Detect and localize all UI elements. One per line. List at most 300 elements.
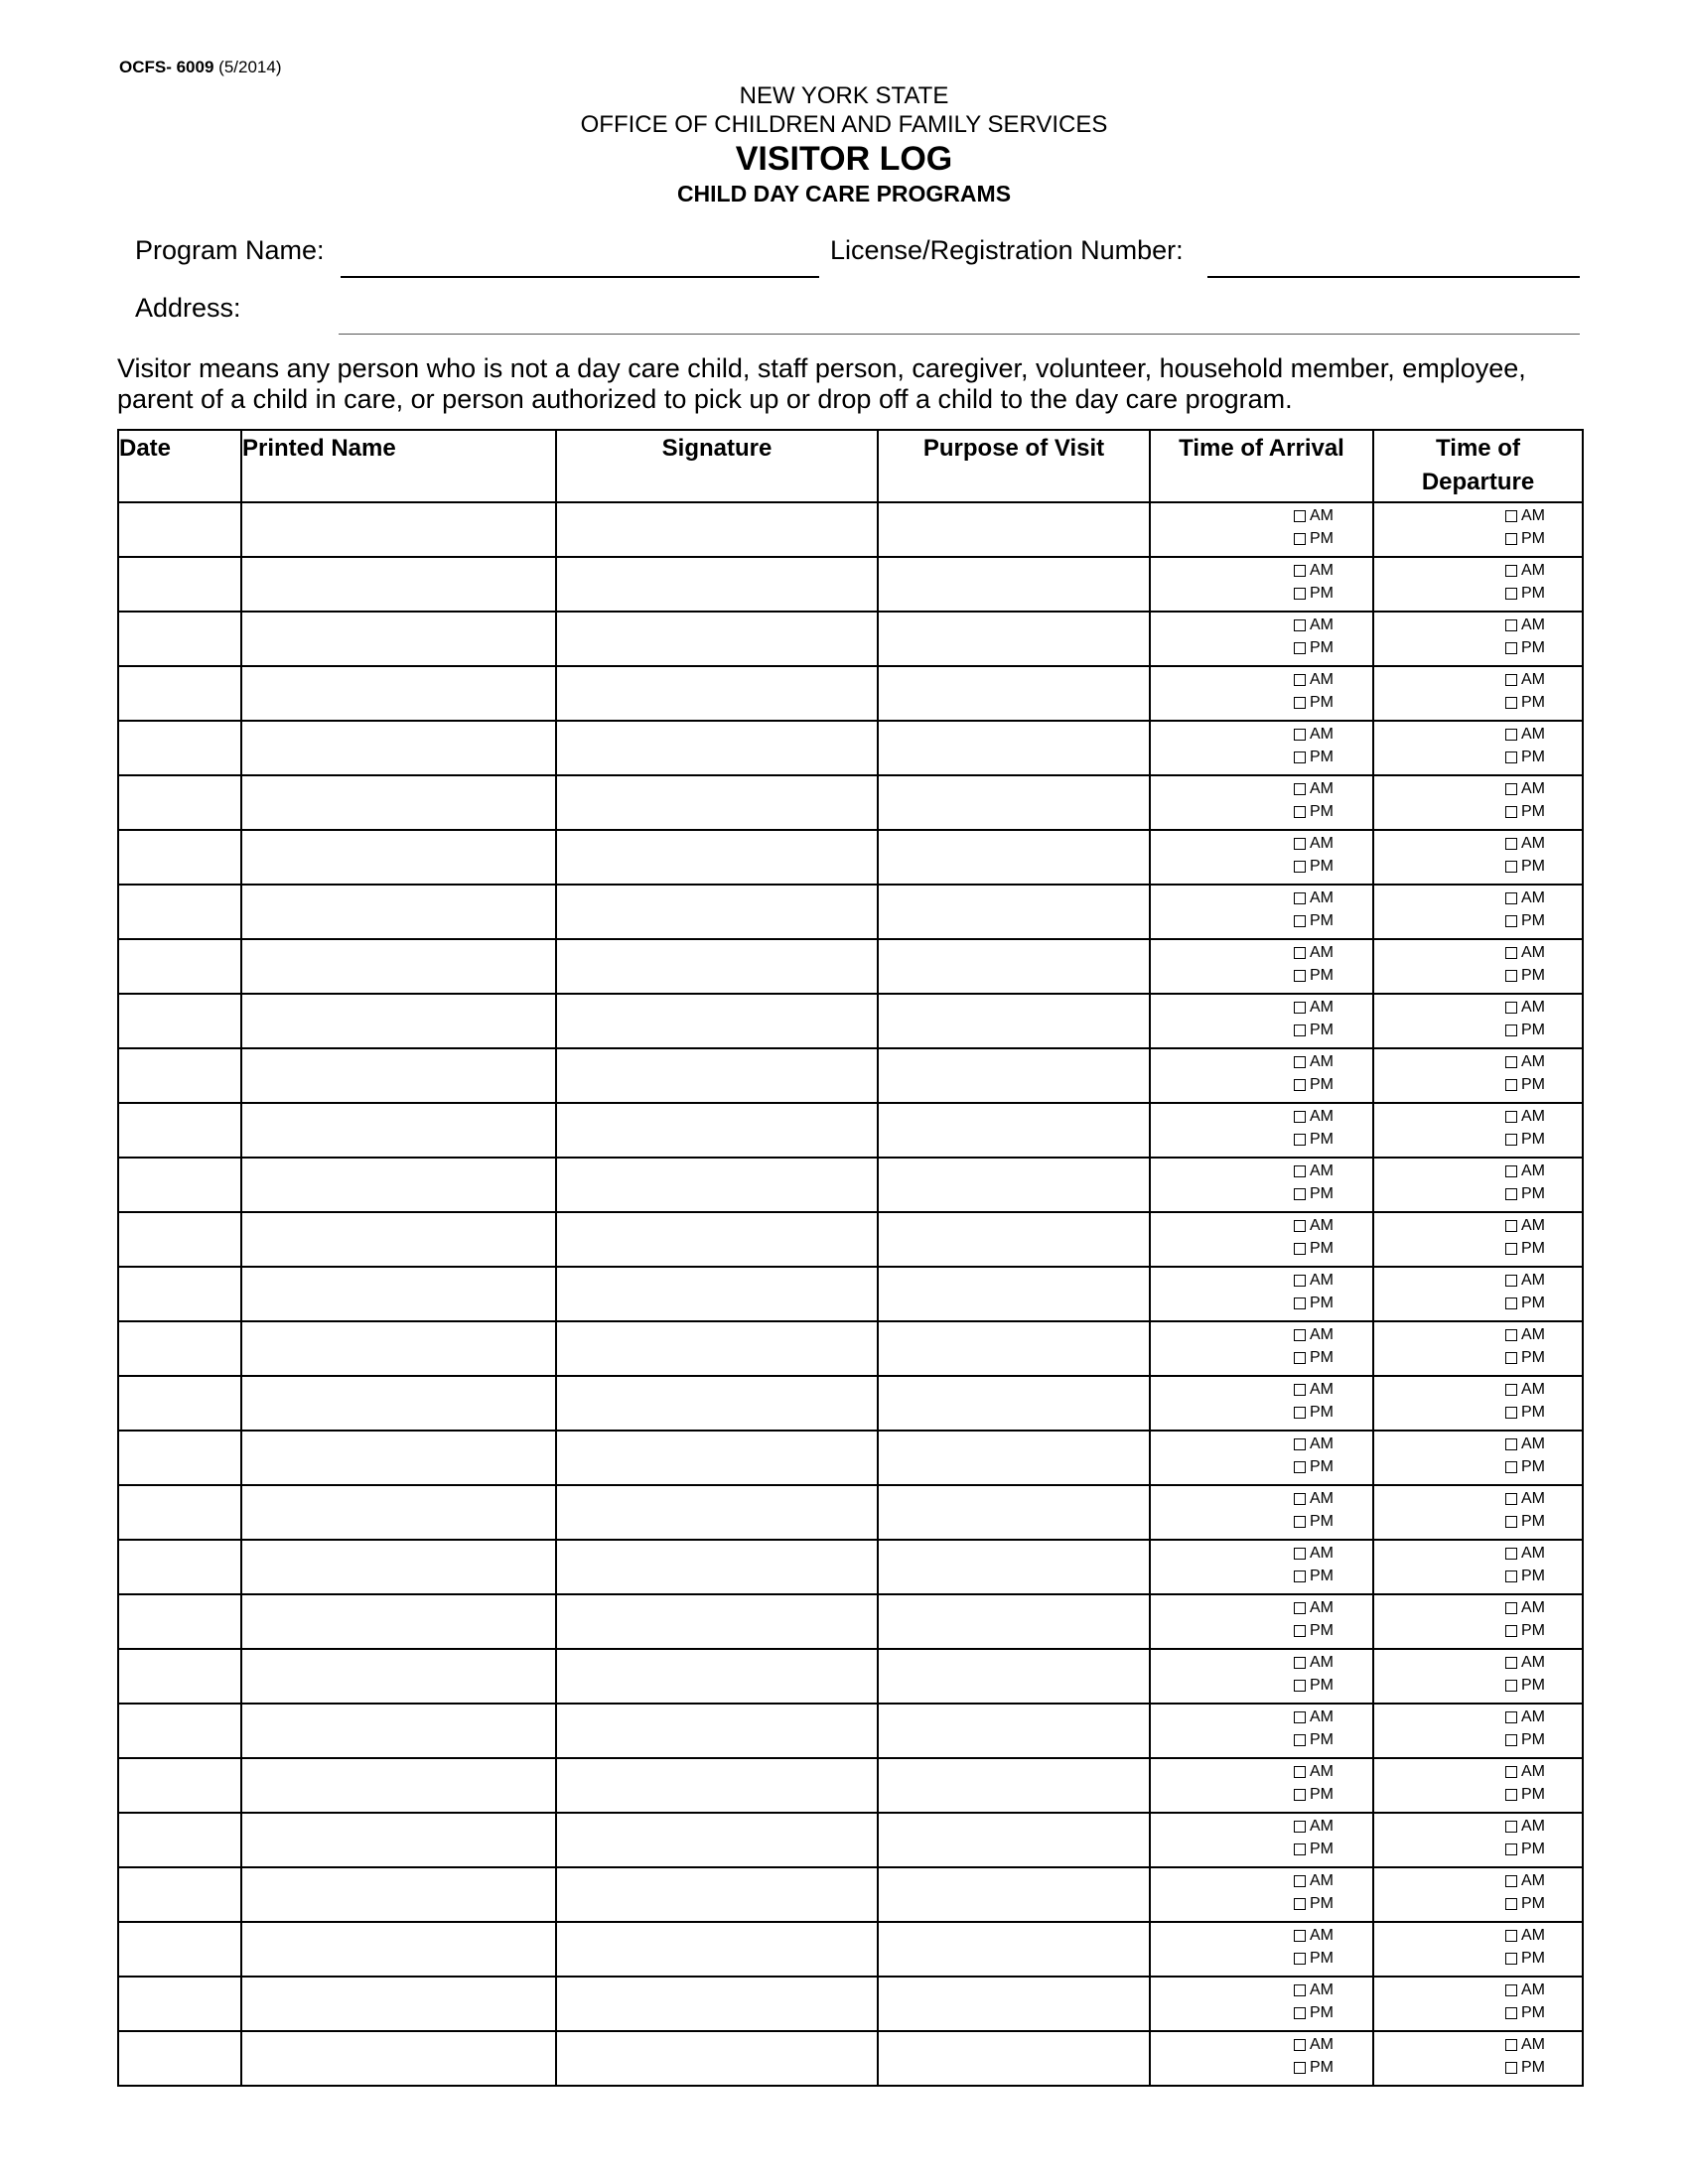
purpose-cell[interactable] [878,612,1150,666]
date-cell[interactable] [118,1103,241,1158]
printed-name-cell[interactable] [241,1376,556,1431]
departure-time-cell[interactable] [1373,1431,1583,1485]
arr-pm-checkbox[interactable] [1294,1953,1306,1965]
date-cell[interactable] [118,1048,241,1103]
arr-am-checkbox[interactable] [1294,892,1306,904]
dep-am-checkbox[interactable] [1505,565,1517,577]
departure-time-cell[interactable] [1373,612,1583,666]
dep-am-checkbox[interactable] [1505,1930,1517,1942]
arr-pm-option [1294,746,1355,768]
arr-pm-checkbox[interactable] [1294,915,1306,927]
signature-cell[interactable] [556,1431,878,1485]
arrival-time-cell[interactable] [1150,2031,1373,2086]
purpose-cell[interactable] [878,1267,1150,1321]
dep-pm-checkbox[interactable] [1505,2062,1517,2074]
departure-time-cell[interactable] [1373,1704,1583,1758]
departure-time-cell[interactable] [1373,666,1583,721]
departure-time-cell[interactable] [1373,1267,1583,1321]
arrival-time-cell[interactable] [1150,721,1373,775]
arr-am-checkbox[interactable] [1294,2039,1306,2051]
departure-time-cell[interactable] [1373,1540,1583,1594]
arr-am-checkbox[interactable] [1294,1165,1306,1177]
purpose-cell[interactable] [878,1594,1150,1649]
departure-time-cell[interactable] [1373,830,1583,885]
dep-pm-checkbox[interactable] [1505,1680,1517,1692]
date-cell[interactable] [118,1431,241,1485]
date-cell[interactable] [118,1649,241,1704]
departure-time-cell[interactable] [1373,1977,1583,2031]
date-cell[interactable] [118,612,241,666]
dep-pm-checkbox[interactable] [1505,1407,1517,1419]
arr-pm-checkbox[interactable] [1294,2062,1306,2074]
dep-am-checkbox[interactable] [1505,1056,1517,1068]
departure-time-cell[interactable] [1373,1649,1583,1704]
dep-pm-checkbox[interactable] [1505,1188,1517,1200]
dep-am-checkbox[interactable] [1505,1165,1517,1177]
departure-time-cell[interactable] [1373,1867,1583,1922]
date-cell[interactable] [118,1758,241,1813]
license-number-field[interactable] [1207,276,1580,278]
date-cell[interactable] [118,1977,241,2031]
printed-name-cell[interactable] [241,557,556,612]
departure-time-cell[interactable] [1373,939,1583,994]
purpose-cell[interactable] [878,1103,1150,1158]
departure-time-cell[interactable] [1373,1321,1583,1376]
arrival-time-cell[interactable] [1150,1212,1373,1267]
arr-pm-checkbox[interactable] [1294,1297,1306,1309]
purpose-cell[interactable] [878,2031,1150,2086]
arr-am-checkbox[interactable] [1294,674,1306,686]
signature-cell[interactable] [556,1103,878,1158]
arr-pm-checkbox[interactable] [1294,1243,1306,1255]
table-row [118,939,1583,994]
dep-am-label: AM [1521,1162,1545,1179]
dep-pm-checkbox[interactable] [1505,751,1517,763]
dep-am-checkbox[interactable] [1505,1384,1517,1396]
dep-pm-checkbox[interactable] [1505,1570,1517,1582]
dep-pm-checkbox[interactable] [1505,1297,1517,1309]
signature-cell[interactable] [556,1212,878,1267]
departure-time-cell[interactable] [1373,1158,1583,1212]
arr-am-checkbox[interactable] [1294,1766,1306,1778]
date-cell[interactable] [118,1212,241,1267]
dep-pm-checkbox[interactable] [1505,1625,1517,1637]
date-cell[interactable] [118,1321,241,1376]
arrival-time-cell[interactable] [1150,1321,1373,1376]
purpose-cell[interactable] [878,830,1150,885]
dep-am-checkbox[interactable] [1505,2039,1517,2051]
signature-cell[interactable] [556,1977,878,2031]
dep-am-checkbox[interactable] [1505,1111,1517,1123]
arr-am-checkbox[interactable] [1294,1711,1306,1723]
purpose-cell[interactable] [878,1649,1150,1704]
arr-pm-checkbox[interactable] [1294,1134,1306,1146]
dep-am-checkbox[interactable] [1505,1548,1517,1560]
printed-name-cell[interactable] [241,885,556,939]
arr-pm-label: PM [1310,1185,1334,1202]
printed-name-cell[interactable] [241,1977,556,2031]
dep-pm-option [1505,2001,1567,2024]
departure-time-cell[interactable] [1373,1048,1583,1103]
arrival-time-cell[interactable] [1150,1048,1373,1103]
purpose-cell[interactable] [878,994,1150,1048]
arrival-time-cell[interactable] [1150,1376,1373,1431]
dep-am-checkbox[interactable] [1505,1984,1517,1996]
date-cell[interactable] [118,775,241,830]
signature-cell[interactable] [556,1376,878,1431]
purpose-cell[interactable] [878,666,1150,721]
printed-name-cell[interactable] [241,502,556,557]
arr-am-checkbox[interactable] [1294,838,1306,850]
date-cell[interactable] [118,721,241,775]
signature-cell[interactable] [556,1813,878,1867]
departure-time-cell[interactable] [1373,994,1583,1048]
date-cell[interactable] [118,939,241,994]
printed-name-cell[interactable] [241,1212,556,1267]
dep-am-checkbox[interactable] [1505,1438,1517,1450]
dep-am-checkbox[interactable] [1505,1002,1517,1014]
printed-name-cell[interactable] [241,1594,556,1649]
purpose-cell[interactable] [878,1867,1150,1922]
arr-am-checkbox[interactable] [1294,619,1306,631]
arrival-time-cell[interactable] [1150,1540,1373,1594]
departure-time-cell[interactable] [1373,1376,1583,1431]
signature-cell[interactable] [556,1649,878,1704]
date-cell[interactable] [118,1594,241,1649]
signature-cell[interactable] [556,721,878,775]
arrival-time-cell[interactable] [1150,557,1373,612]
purpose-cell[interactable] [878,1376,1150,1431]
dep-pm-checkbox[interactable] [1505,1024,1517,1036]
arr-am-checkbox[interactable] [1294,565,1306,577]
printed-name-cell[interactable] [241,994,556,1048]
arrival-time-cell[interactable] [1150,666,1373,721]
arr-pm-checkbox[interactable] [1294,1625,1306,1637]
dep-am-checkbox[interactable] [1505,729,1517,741]
date-cell[interactable] [118,885,241,939]
arrival-time-cell[interactable] [1150,1867,1373,1922]
arr-pm-checkbox[interactable] [1294,1079,1306,1091]
arrival-time-cell[interactable] [1150,1758,1373,1813]
dep-am-checkbox[interactable] [1505,1602,1517,1614]
arr-pm-checkbox[interactable] [1294,1024,1306,1036]
arrival-time-cell[interactable] [1150,1922,1373,1977]
printed-name-cell[interactable] [241,1158,556,1212]
arr-pm-checkbox[interactable] [1294,1734,1306,1746]
date-cell[interactable] [118,994,241,1048]
arr-pm-checkbox[interactable] [1294,1407,1306,1419]
printed-name-cell[interactable] [241,775,556,830]
arrival-time-cell[interactable] [1150,1431,1373,1485]
departure-time-cell[interactable] [1373,2031,1583,2086]
signature-cell[interactable] [556,1048,878,1103]
dep-pm-checkbox[interactable] [1505,2007,1517,2019]
arr-am-checkbox[interactable] [1294,1930,1306,1942]
dep-am-checkbox[interactable] [1505,1766,1517,1778]
departure-time-cell[interactable] [1373,557,1583,612]
dep-am-checkbox[interactable] [1505,947,1517,959]
dep-pm-checkbox[interactable] [1505,1734,1517,1746]
arr-pm-checkbox[interactable] [1294,1843,1306,1855]
printed-name-cell[interactable] [241,612,556,666]
dep-pm-checkbox[interactable] [1505,1079,1517,1091]
arrival-time-cell[interactable] [1150,502,1373,557]
dep-pm-checkbox[interactable] [1505,697,1517,709]
purpose-cell[interactable] [878,885,1150,939]
printed-name-cell[interactable] [241,1867,556,1922]
date-cell[interactable] [118,1267,241,1321]
date-cell[interactable] [118,557,241,612]
signature-cell[interactable] [556,1867,878,1922]
arr-am-checkbox[interactable] [1294,1821,1306,1833]
arr-am-checkbox[interactable] [1294,1111,1306,1123]
purpose-cell[interactable] [878,939,1150,994]
arrival-time-cell[interactable] [1150,1485,1373,1540]
arr-pm-checkbox[interactable] [1294,806,1306,818]
dep-pm-checkbox[interactable] [1505,1461,1517,1473]
signature-cell[interactable] [556,1267,878,1321]
table-row [118,1431,1583,1485]
departure-time-cell[interactable] [1373,1813,1583,1867]
arrival-time-cell[interactable] [1150,830,1373,885]
arr-pm-checkbox[interactable] [1294,970,1306,982]
printed-name-cell[interactable] [241,1485,556,1540]
dep-pm-checkbox[interactable] [1505,1898,1517,1910]
signature-cell[interactable] [556,2031,878,2086]
dep-am-checkbox[interactable] [1505,838,1517,850]
arr-am-checkbox[interactable] [1294,510,1306,522]
printed-name-cell[interactable] [241,1431,556,1485]
arr-pm-checkbox[interactable] [1294,642,1306,654]
arr-pm-checkbox[interactable] [1294,1680,1306,1692]
signature-cell[interactable] [556,1540,878,1594]
departure-time-cell[interactable] [1373,1103,1583,1158]
arr-am-checkbox[interactable] [1294,1220,1306,1232]
date-cell[interactable] [118,1813,241,1867]
date-cell[interactable] [118,830,241,885]
arr-am-checkbox[interactable] [1294,947,1306,959]
arr-am-checkbox[interactable] [1294,1329,1306,1341]
address-field[interactable] [339,334,1580,335]
dep-am-checkbox[interactable] [1505,619,1517,631]
departure-time-cell[interactable] [1373,885,1583,939]
printed-name-cell[interactable] [241,666,556,721]
purpose-cell[interactable] [878,1212,1150,1267]
dep-am-checkbox[interactable] [1505,1220,1517,1232]
signature-cell[interactable] [556,994,878,1048]
arrival-time-cell[interactable] [1150,1704,1373,1758]
date-cell[interactable] [118,666,241,721]
date-cell[interactable] [118,502,241,557]
program-name-field[interactable] [341,276,819,278]
dep-am-checkbox[interactable] [1505,1821,1517,1833]
purpose-cell[interactable] [878,557,1150,612]
printed-name-cell[interactable] [241,1813,556,1867]
dep-pm-checkbox[interactable] [1505,533,1517,545]
signature-cell[interactable] [556,1321,878,1376]
arrival-time-cell[interactable] [1150,612,1373,666]
printed-name-cell[interactable] [241,830,556,885]
printed-name-cell[interactable] [241,2031,556,2086]
purpose-cell[interactable] [878,1321,1150,1376]
dep-pm-checkbox[interactable] [1505,1789,1517,1801]
dep-am-checkbox[interactable] [1505,1275,1517,1287]
date-cell[interactable] [118,1922,241,1977]
arrival-time-cell[interactable] [1150,885,1373,939]
arr-pm-checkbox[interactable] [1294,533,1306,545]
date-cell[interactable] [118,1704,241,1758]
arr-am-checkbox[interactable] [1294,1875,1306,1887]
arr-am-checkbox[interactable] [1294,1384,1306,1396]
printed-name-cell[interactable] [241,721,556,775]
arr-pm-option [1294,1346,1355,1369]
purpose-cell[interactable] [878,502,1150,557]
arr-am-checkbox[interactable] [1294,1493,1306,1505]
arrival-time-cell[interactable] [1150,1267,1373,1321]
arr-am-checkbox[interactable] [1294,783,1306,795]
signature-cell[interactable] [556,502,878,557]
arrival-time-cell[interactable] [1150,1977,1373,2031]
dep-pm-checkbox[interactable] [1505,861,1517,873]
arr-pm-checkbox[interactable] [1294,697,1306,709]
purpose-cell[interactable] [878,1922,1150,1977]
purpose-cell[interactable] [878,721,1150,775]
purpose-cell[interactable] [878,1977,1150,2031]
signature-cell[interactable] [556,885,878,939]
signature-cell[interactable] [556,830,878,885]
departure-time-cell[interactable] [1373,1594,1583,1649]
purpose-cell[interactable] [878,1540,1150,1594]
signature-cell[interactable] [556,1704,878,1758]
printed-name-cell[interactable] [241,1321,556,1376]
arr-pm-checkbox[interactable] [1294,1789,1306,1801]
dep-am-checkbox[interactable] [1505,510,1517,522]
arr-am-checkbox[interactable] [1294,1602,1306,1614]
date-cell[interactable] [118,1158,241,1212]
dep-pm-checkbox[interactable] [1505,915,1517,927]
purpose-cell[interactable] [878,1048,1150,1103]
signature-cell[interactable] [556,1758,878,1813]
date-cell[interactable] [118,1485,241,1540]
dep-am-checkbox[interactable] [1505,1711,1517,1723]
dep-pm-checkbox[interactable] [1505,1843,1517,1855]
signature-cell[interactable] [556,1594,878,1649]
dep-am-checkbox[interactable] [1505,1493,1517,1505]
printed-name-cell[interactable] [241,1103,556,1158]
arrival-time-cell[interactable] [1150,1649,1373,1704]
printed-name-cell[interactable] [241,1649,556,1704]
purpose-cell[interactable] [878,1758,1150,1813]
dep-pm-checkbox[interactable] [1505,1243,1517,1255]
date-cell[interactable] [118,1376,241,1431]
departure-time-cell[interactable] [1373,1922,1583,1977]
arr-am-checkbox[interactable] [1294,1002,1306,1014]
arr-pm-checkbox[interactable] [1294,861,1306,873]
signature-cell[interactable] [556,666,878,721]
arr-pm-checkbox[interactable] [1294,1352,1306,1364]
purpose-cell[interactable] [878,775,1150,830]
dep-pm-checkbox[interactable] [1505,642,1517,654]
arr-am-checkbox[interactable] [1294,1548,1306,1560]
dep-pm-checkbox[interactable] [1505,1352,1517,1364]
dep-am-checkbox[interactable] [1505,1875,1517,1887]
departure-time-cell[interactable] [1373,502,1583,557]
dep-pm-checkbox[interactable] [1505,1953,1517,1965]
arrival-time-cell[interactable] [1150,994,1373,1048]
arrival-time-cell[interactable] [1150,1813,1373,1867]
signature-cell[interactable] [556,1485,878,1540]
arrival-time-cell[interactable] [1150,775,1373,830]
dep-pm-checkbox[interactable] [1505,1134,1517,1146]
dep-pm-checkbox[interactable] [1505,806,1517,818]
purpose-cell[interactable] [878,1158,1150,1212]
printed-name-cell[interactable] [241,1267,556,1321]
printed-name-cell[interactable] [241,1704,556,1758]
signature-cell[interactable] [556,1158,878,1212]
departure-time-cell[interactable] [1373,721,1583,775]
signature-cell[interactable] [556,612,878,666]
signature-cell[interactable] [556,775,878,830]
dep-am-checkbox[interactable] [1505,1657,1517,1669]
departure-time-cell[interactable] [1373,1212,1583,1267]
arr-am-checkbox[interactable] [1294,1056,1306,1068]
arr-am-checkbox[interactable] [1294,729,1306,741]
arr-pm-checkbox[interactable] [1294,1461,1306,1473]
dep-pm-checkbox[interactable] [1505,1516,1517,1528]
signature-cell[interactable] [556,557,878,612]
purpose-cell[interactable] [878,1704,1150,1758]
printed-name-cell[interactable] [241,1922,556,1977]
dep-am-checkbox[interactable] [1505,674,1517,686]
printed-name-cell[interactable] [241,1540,556,1594]
date-cell[interactable] [118,1540,241,1594]
departure-time-cell[interactable] [1373,1485,1583,1540]
arr-am-checkbox[interactable] [1294,1984,1306,1996]
arrival-time-cell[interactable] [1150,1594,1373,1649]
arr-pm-checkbox[interactable] [1294,1516,1306,1528]
arr-pm-checkbox[interactable] [1294,1898,1306,1910]
arr-am-checkbox[interactable] [1294,1657,1306,1669]
date-cell[interactable] [118,2031,241,2086]
arrival-time-cell[interactable] [1150,939,1373,994]
arr-pm-checkbox[interactable] [1294,588,1306,600]
signature-cell[interactable] [556,939,878,994]
printed-name-cell[interactable] [241,1048,556,1103]
arr-pm-checkbox[interactable] [1294,1570,1306,1582]
purpose-cell[interactable] [878,1485,1150,1540]
dep-am-checkbox[interactable] [1505,1329,1517,1341]
purpose-cell[interactable] [878,1431,1150,1485]
arr-pm-checkbox[interactable] [1294,751,1306,763]
dep-am-checkbox[interactable] [1505,892,1517,904]
arrival-time-cell[interactable] [1150,1158,1373,1212]
departure-time-cell[interactable] [1373,1758,1583,1813]
printed-name-cell[interactable] [241,939,556,994]
arrival-time-cell[interactable] [1150,1103,1373,1158]
dep-pm-checkbox[interactable] [1505,588,1517,600]
arr-am-checkbox[interactable] [1294,1438,1306,1450]
date-cell[interactable] [118,1867,241,1922]
arr-pm-checkbox[interactable] [1294,2007,1306,2019]
signature-cell[interactable] [556,1922,878,1977]
purpose-cell[interactable] [878,1813,1150,1867]
departure-time-cell[interactable] [1373,775,1583,830]
dep-pm-checkbox[interactable] [1505,970,1517,982]
arr-pm-checkbox[interactable] [1294,1188,1306,1200]
dep-am-checkbox[interactable] [1505,783,1517,795]
printed-name-cell[interactable] [241,1758,556,1813]
arr-am-checkbox[interactable] [1294,1275,1306,1287]
